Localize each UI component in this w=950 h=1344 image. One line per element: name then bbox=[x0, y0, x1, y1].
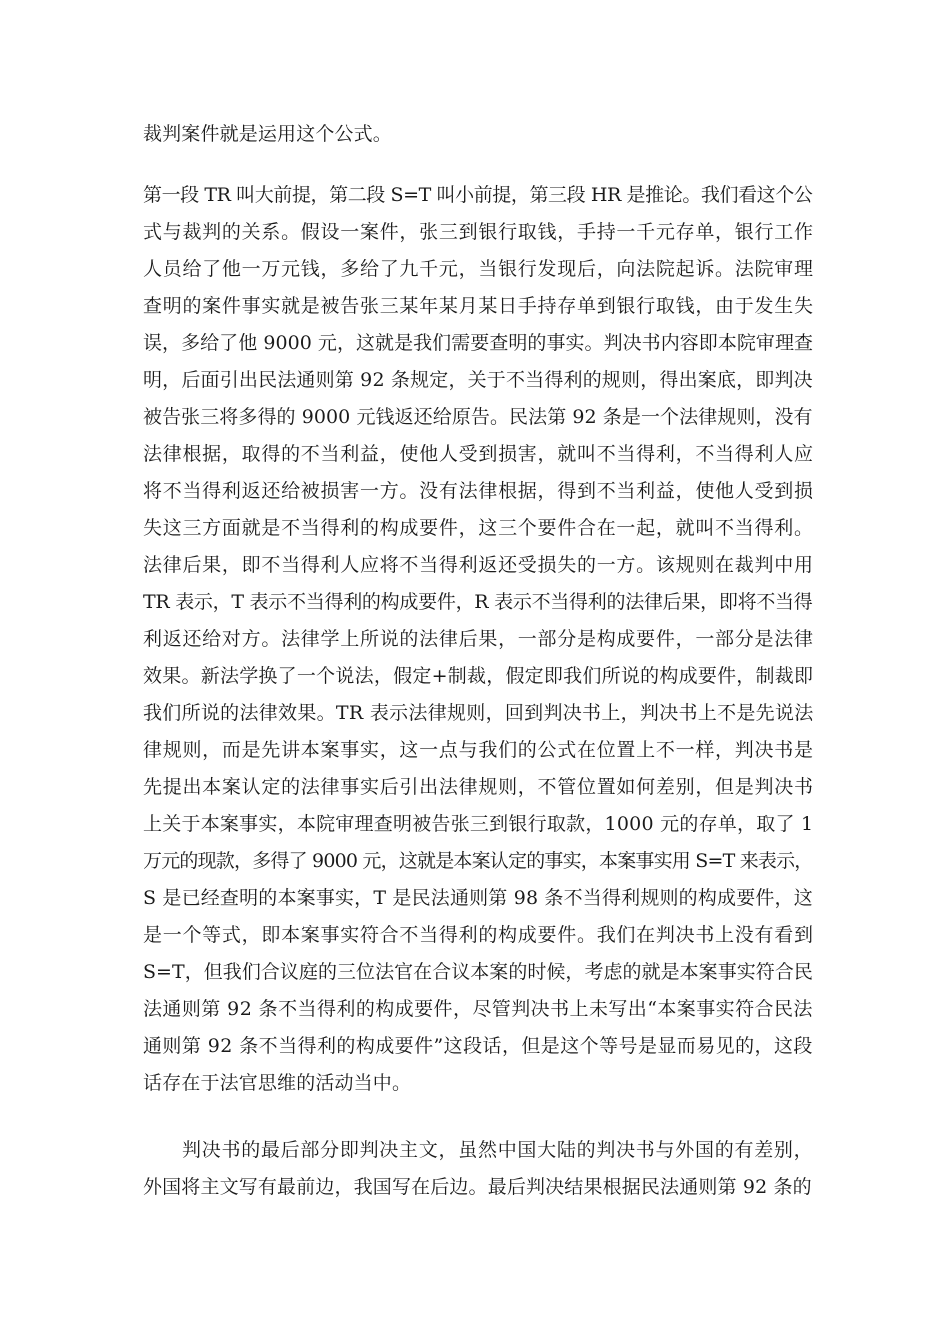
text-line: 法律根据，取得的不当利益，使他人受到损害，就叫不当得利，不当得利人应 bbox=[143, 443, 814, 465]
text-line: 被告张三将多得的 9000 元钱返还给原告。民法第 92 条是一个法律规则，没有 bbox=[143, 406, 813, 428]
text-line: 人员给了他一万元钱，多给了九千元，当银行发现后，向法院起诉。法院审理 bbox=[143, 258, 814, 280]
text-line: 判决书的最后部分即判决主文，虽然中国大陆的判决书与外国的有差别， bbox=[182, 1139, 814, 1161]
text-line: 将不当得利返还给被损害一方。没有法律根据，得到不当利益，使他人受到损 bbox=[143, 480, 814, 502]
text-line: 裁判案件就是运用这个公式。 bbox=[143, 123, 392, 145]
text-line: 法通则第 92 条不当得利的构成要件，尽管判决书上未写出“本案事实符合民法 bbox=[143, 998, 813, 1020]
text-line: 话存在于法官思维的活动当中。 bbox=[143, 1072, 412, 1094]
text-line: 失这三方面就是不当得利的构成要件，这三个要件合在一起，就叫不当得利。 bbox=[143, 517, 814, 539]
text-line: 我们所说的法律效果。TR 表示法律规则，回到判决书上，判决书上不是先说法 bbox=[143, 702, 814, 724]
text-line: 外国将主文写有最前边，我国写在后边。最后判决结果根据民法通则第 92 条的 bbox=[143, 1176, 812, 1198]
text-line: 利返还给对方。法律学上所说的法律后果，一部分是构成要件，一部分是法律 bbox=[143, 628, 814, 650]
text-line: 通则第 92 条不当得利的构成要件”这段话，但是这个等号是显而易见的，这段 bbox=[143, 1035, 813, 1057]
text-line: 万元的现款，多得了 9000 元，这就是本案认定的事实，本案事实用 S=T 来表示， bbox=[143, 850, 813, 872]
text-line: S 是已经查明的本案事实，T 是民法通则第 98 条不当得利规则的构成要件，这 bbox=[143, 887, 813, 909]
text-line: 效果。新法学换了一个说法，假定+制裁，假定即我们所说的构成要件，制裁即 bbox=[143, 665, 814, 687]
text-line: 明，后面引出民法通则第 92 条规定，关于不当得利的规则，得出案底，即判决 bbox=[143, 369, 813, 391]
text-line: 第一段 TR 叫大前提，第二段 S=T 叫小前提，第三段 HR 是推论。我们看这个公 bbox=[143, 184, 813, 206]
text-line: 式与裁判的关系。假设一案件，张三到银行取钱，手持一千元存单，银行工作 bbox=[143, 221, 814, 243]
text-line: 法律后果，即不当得利人应将不当得利返还受损失的一方。该规则在裁判中用 bbox=[143, 554, 814, 576]
text-line: 查明的案件事实就是被告张三某年某月某日手持存单到银行取钱，由于发生失 bbox=[143, 295, 814, 317]
text-line: 误，多给了他 9000 元，这就是我们需要查明的事实。判决书内容即本院审理查 bbox=[143, 332, 814, 354]
text-line: 先提出本案认定的法律事实后引出法律规则，不管位置如何差别，但是判决书 bbox=[143, 776, 814, 798]
text-line: S=T，但我们合议庭的三位法官在合议本案的时候，考虑的就是本案事实符合民 bbox=[143, 961, 813, 983]
text-line: 上关于本案事实，本院审理查明被告张三到银行取款，1000 元的存单，取了 1 bbox=[143, 813, 814, 835]
text-line: 是一个等式，即本案事实符合不当得利的构成要件。我们在判决书上没有看到 bbox=[143, 924, 814, 946]
text-line: TR 表示，T 表示不当得利的构成要件，R 表示不当得利的法律后果，即将不当得 bbox=[143, 591, 813, 613]
text-line: 律规则，而是先讲本案事实，这一点与我们的公式在位置上不一样，判决书是 bbox=[143, 739, 814, 761]
